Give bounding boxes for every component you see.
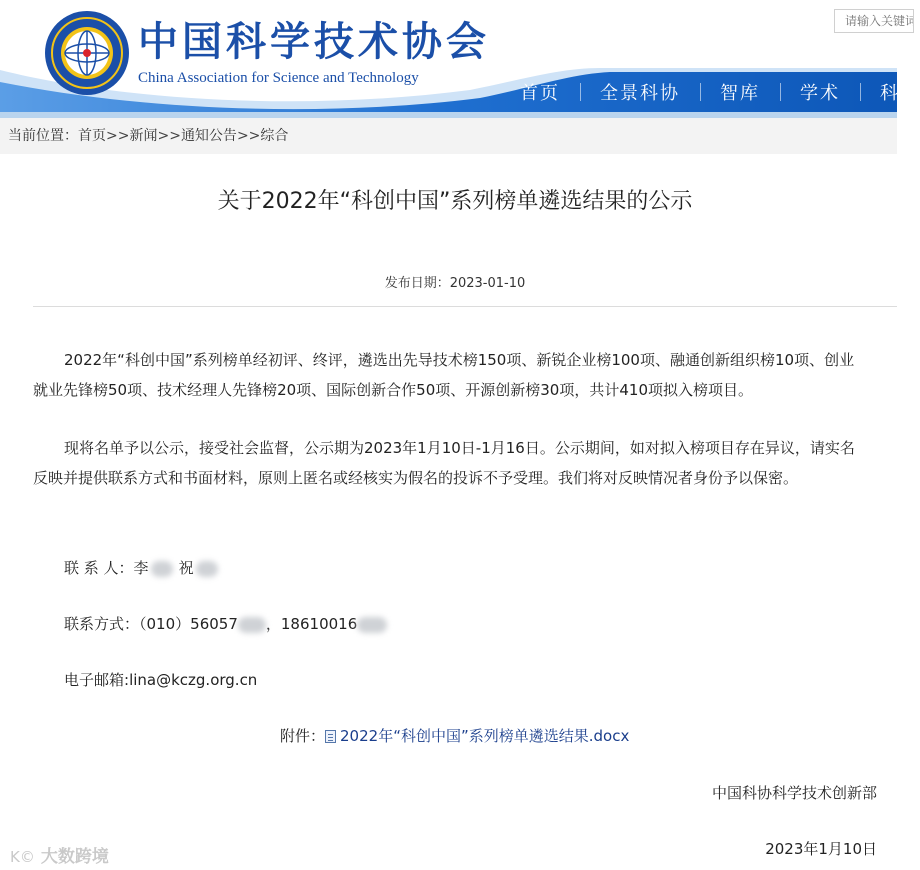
attachment-line	[280, 725, 629, 746]
search-input[interactable]	[834, 9, 914, 33]
contact-name-2: 祝	[178, 559, 194, 577]
breadcrumb-separator: >>	[157, 128, 181, 144]
nav-item-academic[interactable]: 学术	[780, 79, 860, 105]
contact-name-1: 李	[133, 559, 149, 577]
phone-label: 联系方式：	[64, 615, 140, 633]
watermark-logo-icon: K©	[10, 848, 35, 866]
email-value[interactable]: lina@kczg.org.cn	[129, 671, 258, 689]
main-nav	[500, 70, 920, 114]
contact-person-line	[64, 557, 218, 578]
breadcrumb-prefix: 当前位置：	[8, 128, 78, 144]
watermark-text: 大数跨境	[40, 847, 109, 867]
breadcrumb-general[interactable]: 综合	[260, 128, 289, 144]
article-paragraph-2: 现将名单予以公示，接受社会监督，公示期为2023年1月10日-1月16日。公示期间，如对拟入榜项目存在异议，请实名反映并提供联系方式和书面材料，原则上匿名或经核实为假名的投诉不予受理。我们将对反映情况者身份予以保密。	[33, 439, 855, 487]
document-icon	[325, 730, 336, 743]
breadcrumb-separator: >>	[236, 128, 261, 144]
signature-date: 2023年1月10日	[765, 840, 877, 858]
publish-date	[0, 272, 910, 291]
article-paragraph-1: 2022年“科创中国”系列榜单经初评、终评，遴选出先导技术榜150项、新锐企业榜100项、融通创新组织榜10项、创业就业先锋榜50项、技术经理人先锋榜20项、国际创新合作50项、开源创新榜30项，共计410项拟入榜项目。	[33, 351, 855, 399]
watermark	[10, 842, 109, 867]
nav-item-science[interactable]: 科	[860, 79, 920, 105]
signature-department: 中国科协科学技术创新部	[711, 784, 877, 802]
nav-item-home[interactable]: 首页	[520, 83, 560, 104]
breadcrumb-separator: >>	[106, 128, 130, 144]
breadcrumb	[0, 118, 897, 154]
site-header	[0, 0, 900, 118]
redacted-blur	[357, 617, 387, 633]
breadcrumb-home[interactable]: 首页	[78, 128, 106, 144]
breadcrumb-notices[interactable]: 通知公告	[180, 128, 237, 144]
nav-item-think-tank[interactable]: 智库	[700, 79, 780, 105]
phone-separator: ，	[265, 615, 281, 633]
logo-english-text[interactable]: China Association for Science and Technology	[138, 70, 419, 86]
logo-chinese-text[interactable]: 中国科学技术协会	[138, 18, 490, 65]
page-title: 关于2022年“科创中国”系列榜单遴选结果的公示	[217, 189, 693, 214]
phone-1: （010）56057	[139, 615, 238, 633]
contact-email-line	[64, 669, 257, 690]
breadcrumb-news[interactable]: 新闻	[129, 128, 158, 144]
contact-phone-line	[64, 613, 387, 634]
attachment-name: 2022年“科创中国”系列榜单遴选结果.docx	[340, 727, 630, 745]
redacted-blur	[196, 561, 218, 577]
publish-date-value: 2023-01-10	[449, 276, 526, 291]
nav-item-overview[interactable]: 全景科协	[580, 79, 700, 105]
publish-date-label: 发布日期：	[384, 276, 450, 291]
attachment-label: 附件：	[280, 727, 326, 745]
redacted-blur	[151, 561, 173, 577]
title-divider	[33, 306, 897, 307]
phone-2: 18610016	[280, 615, 358, 633]
contact-label: 联 系 人：	[64, 559, 134, 577]
email-label: 电子邮箱:	[64, 671, 130, 689]
cast-emblem-icon[interactable]	[44, 10, 130, 96]
redacted-blur	[238, 617, 266, 633]
attachment-link[interactable]	[325, 727, 629, 745]
